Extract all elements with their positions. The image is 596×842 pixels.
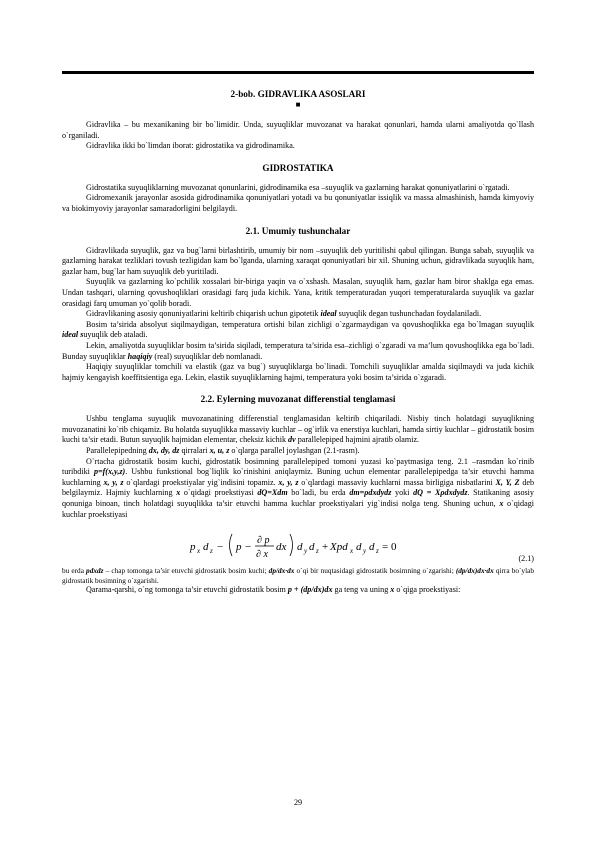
emphasis-haqiqiy: haqiqiy (127, 351, 153, 361)
svg-text:x: x (197, 547, 201, 556)
emphasis: pdxdz (86, 566, 104, 576)
svg-text:z: z (316, 547, 319, 556)
text-run: o`qlardagi massaviy kuchlarni massa birligiga nisbatlarini (298, 477, 496, 487)
emphasis: x, y, z (103, 477, 124, 487)
svg-text:−: − (217, 541, 224, 554)
text-run: parallelepiped hajmini ajratib olamiz. (295, 435, 420, 445)
text-run: (real) suyuqliklar deb nomlanadi. (152, 351, 263, 361)
text-run: Lekin, amaliyotda suyuqliklar bosim ta’sirida siqiladi, temperatura ta’sirida esa–zichligi o`zgaradi va ma’lum qovushoqlikka ega bo`ladi. Bunday suyuqliklar (62, 340, 534, 361)
s22-paragraph-1 (62, 414, 534, 446)
top-rule (62, 71, 534, 74)
svg-text:p: p (190, 541, 196, 554)
emphasis: p=f(x,y,z) (93, 467, 126, 477)
text-run: Ushbu tenglama suyuqlik muvozanatining differenstial tenglamasidan keltirib chiqariladi. Nisbiy tinch holatdagi suyuqlikning muvozanatini ko`rib chiqamiz. Bu holatda suyuqlikka massaviy kuchlar – og`irlik va enerstiya kuchlari, hamda sirtiy kuchlar – gidrostatik bosim kuchi ta’sir etadi. Butun suyuqlik hajmidan elementar, cheksiz kichik (62, 414, 534, 445)
svg-text:z: z (210, 547, 213, 556)
emphasis: dx, dy, dz (148, 446, 180, 456)
gidrostatika-paragraph-1: Gidrostatika suyuqliklarning muvozanat qonunlarini, gidrodinamika esa –suyuqlik va gazlarning harakat qonuniyatlarini o`rgatadi. (86, 182, 510, 192)
s21-paragraph-4 (62, 320, 534, 341)
emphasis-dv: dv (288, 435, 296, 445)
svg-text:∂ p: ∂ p (257, 535, 270, 547)
s22-paragraph-3 (62, 457, 534, 521)
text-run: bo`ladi, bu erda (287, 488, 350, 498)
text-run: o`qlardagi proekstiyalar yig`indisini topamiz. (123, 477, 279, 487)
text-run: o`qidagi kuchlar proekstiyasi (62, 499, 534, 519)
chapter-title: 2-bob. GIDRAVLIKA ASOSLARI (230, 89, 366, 99)
s21-paragraph-3 (62, 309, 534, 320)
svg-text:p: p (236, 541, 242, 554)
text-run: o`qidagi proekstiyasi (180, 488, 258, 498)
emphasis: X, Y, Z (495, 477, 520, 487)
text-run: . Statikaning asosiy qonuniga binoan, tinch holatdagi suyuqlikka ta’sir etuvchi hamma kuchlar proekstiyalari yig`indisi nolga teng. Shuning uchun, (62, 488, 534, 509)
intro-paragraph-2: Gidravlika ikki bo`limdan iborat: gidrostatika va gidrodinamika. (86, 141, 295, 151)
s21-paragraph-2: Suyuqlik va gazlarning ko`pchilik xossalari bir-biriga yaqin va o`xshash. Masalan, suyuqlik ham, gazlar ham biror shaklga ega emas. Undan tashqari, ularning qovushoqliklari orasidagi farq juda kichik. Yana, kritik temperaturadan yuqori temperaturalarda suyuqlik va gazlar orasidagi farq umuman yo`qolib boradi. (62, 277, 534, 308)
emphasis-ideal: ideal (320, 309, 337, 319)
intro-paragraph-1: Gidravlika – bu mexanikaning bir bo`limidir. Unda, suyuqliklar muvozanat va harakat qonunlari, hamda ularni amaliyotda qo`llash o`rganiladi. (62, 120, 534, 140)
text-run: o`qiga proekstiyasi: (394, 585, 461, 595)
text-run: O`rtacha gidrostatik bosim kuchi, gidrostatik bosimning parallelepiped tomoni yuzasi ko`paytmasiga teng. 2.1 –rasmdan ko`rinib turibdiki (62, 456, 534, 477)
svg-text:d: d (356, 541, 362, 554)
svg-text:dx: dx (276, 541, 287, 554)
emphasis: x, y, z (278, 477, 299, 487)
equation-2-1 (62, 524, 534, 566)
svg-text:y: y (304, 547, 308, 556)
svg-text:d: d (369, 541, 375, 554)
text-run: yoki (391, 488, 414, 498)
emphasis: x (390, 585, 395, 595)
svg-text:d: d (309, 541, 315, 554)
svg-text:∂ x: ∂ x (256, 549, 268, 561)
emphasis: p + (dp/dx)dx (287, 585, 333, 595)
text-run: Gidravlikaning asosiy qonuniyatlarini keltirib chiqarish uchun gipotetik (86, 309, 321, 319)
emphasis: dp/dx∙dx (268, 566, 295, 576)
text-run: Parallelepipedning (86, 446, 149, 456)
s22-paragraph-2 (62, 446, 534, 457)
svg-text:d: d (203, 541, 209, 554)
emphasis: (dp/dx)dx∙dx (455, 566, 494, 576)
svg-text:−: − (245, 541, 252, 554)
text-run: bu erda (62, 566, 87, 576)
text-run: ga teng va uning (332, 585, 391, 595)
equation-graphic (62, 524, 534, 566)
text-run: uyuqlik deb ataladi. (83, 330, 148, 340)
s22-paragraph-4 (62, 585, 534, 596)
section-heading-gidrostatika: GIDROSTATIKA (262, 162, 334, 173)
svg-text:d: d (297, 541, 303, 554)
equation-number: (2.1) (518, 554, 534, 564)
text-run: suyuqlik degan tushunchadan foydalaniladi. (336, 309, 482, 319)
text-run: . Ushbu funkstional bog`liqlik ko`rinishini aniqlaymiz. Buning uchun elementar parallelepipedga ta’sir etuvchi hamma kuchlarning (62, 467, 534, 487)
svg-text:=: = (382, 541, 389, 554)
section-heading-2-2: 2.2. Eylerning muvozanat differenstial tenglamasi (200, 394, 396, 405)
svg-text:y: y (363, 547, 367, 556)
s21-paragraph-5 (62, 341, 534, 362)
text-run: – chap tomonga ta’sir etuvchi gidrostatik bosim kuchi; (103, 566, 269, 576)
svg-text:+: + (322, 541, 329, 554)
text-run: Bosim ta’sirida absolyut siqilmaydigan, temperatura ortishi bilan zichligi o`zgarmaydigan va qovushoqlikka ega bo`lmagan suyuqlik (86, 319, 534, 329)
svg-text:z: z (376, 547, 379, 556)
emphasis: dm=ρdxdydz (349, 488, 392, 498)
text-run: o`qlarga parallel joylashgan (2.1-rasm). (229, 446, 360, 456)
svg-text:Xpd: Xpd (330, 541, 348, 554)
text-run: o`qi bir nuqtasidagi gidrostatik bosimning o`zgarishi; (294, 566, 456, 576)
emphasis: dQ=Xdm (257, 488, 288, 498)
s21-paragraph-1: Gidravlikada suyuqlik, gaz va bug`larni birlashtirib, umumiy bir nom –suyuqlik deb yuritilishi qabul qilingan. Bunga sabab, suyuqlik va gazlarning harakat tezliklari tovush tezligidan kam bo`lganda, ularning xaraqat qonuniyatlari bir xil. Shuning uchun, gidravlikada suyuqlik ham, gazlar ham, bug`lar ham suyuqlik deb yuritiladi. (62, 245, 534, 276)
page-number: 29 (293, 798, 303, 807)
formula-note (62, 566, 534, 585)
section-heading-2-1: 2.1. Umumiy tushunchalar (245, 225, 351, 236)
svg-text:x: x (350, 547, 354, 556)
text-run: deb belgilaymiz. Hajmiy kuchlarning (62, 477, 535, 498)
svg-text:0: 0 (391, 541, 397, 554)
document-page (62, 88, 534, 596)
text-run: Qarama-qarshi, o`ng tomonga ta’sir etuvchi gidrostatik bosim (86, 585, 288, 595)
text-run: qirra bo`ylab gidrostatik bosimning o`zgarishi. (62, 566, 534, 585)
s21-paragraph-6: Haqiqiy suyuqliklar tomchili va elastik (gaz va bug`) suyuqliklarga bo`linadi. Tomchili suyuqliklar amalda siqilmaydi va juda kichik hajmiy kengayish koeffitsientiga ega. Lekin, elastik suyuqliklarning hajmi, temperatura yoki bosim ta’sirida o`zgaradi. (62, 362, 534, 382)
text-run: qirralari (179, 446, 210, 456)
emphasis: dQ = Xρdxdydz (413, 488, 468, 498)
emphasis: x (499, 499, 504, 509)
emphasis: x, u, z (209, 446, 230, 456)
emphasis-ideal: ideal s (62, 330, 84, 340)
chapter-mark: ■ (295, 100, 301, 109)
gidrostatika-paragraph-2: Gidromexanik jarayonlar asosida gidrodinamika qonuniyatlari yotadi va bu qonuniyatlar issiqlik va massa almashinish, hamda kimyoviy va biokimyoviy jarayonlar samaradorligini belgilaydi. (62, 193, 534, 213)
emphasis: x (176, 488, 181, 498)
